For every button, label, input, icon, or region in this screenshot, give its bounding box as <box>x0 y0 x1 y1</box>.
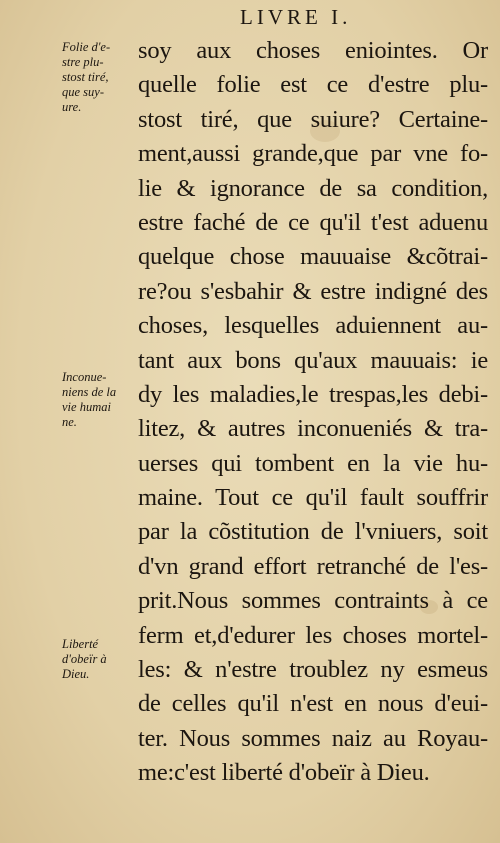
body-text <box>138 34 488 791</box>
margin-note-folie <box>62 40 140 115</box>
body-line: me:c'est liberté d'obeïr à Dieu. <box>138 759 430 787</box>
body-line: quelle folie est ce d'estre plu- <box>138 71 488 99</box>
margin-note-liberte <box>62 637 140 682</box>
body-line: ferm et,d'edurer les choses mortel- <box>138 621 488 649</box>
body-line: lie & ignorance de sa condition, <box>138 174 488 202</box>
margin-note-line: ne. <box>62 415 77 429</box>
body-line: de celles qu'il n'est en nous d'eui- <box>138 690 488 718</box>
body-line: litez, & autres inconueniés & tra- <box>138 415 488 443</box>
body-line: soy aux choses eniointes. Or <box>138 37 488 64</box>
margin-note-line: niens de la <box>62 385 117 399</box>
body-line: quelque chose mauuaise &cõtrai- <box>138 243 488 271</box>
margin-note-line: stre plu- <box>62 55 104 69</box>
body-line: stost tiré, que suiure? Certaine- <box>138 105 488 133</box>
body-line: maine. Tout ce qu'il fault souffrir <box>138 484 488 512</box>
running-title: LIVRE I. <box>240 5 352 29</box>
body-line: d'vn grand effort retranché de l'es- <box>138 552 488 580</box>
margin-note-line: d'obeïr à <box>62 652 107 666</box>
body-line: uerses qui tombent en la vie hu- <box>138 449 488 477</box>
margin-note-line: ure. <box>62 100 82 114</box>
body-line: estre faché de ce qu'il t'est aduenu <box>138 208 488 236</box>
margin-note-line: que suy- <box>62 85 104 99</box>
body-line: les: & n'estre troublez ny esmeus <box>138 656 488 684</box>
body-line: prit.Nous sommes contraints à ce <box>138 587 488 615</box>
body-line: par la cõstitution de l'vniuers, soit <box>138 518 488 546</box>
margin-note-line: Inconue- <box>62 370 107 384</box>
margin-note-line: stost tiré, <box>62 70 109 84</box>
body-line: ment,aussi grande,que par vne fo- <box>138 140 488 168</box>
body-line: tant aux bons qu'aux mauuais: ie <box>138 346 488 374</box>
margin-note-line: Liberté <box>62 637 99 651</box>
body-line: re?ou s'esbahir & estre indigné des <box>138 277 488 305</box>
margin-note-line: Folie d'e- <box>62 40 111 54</box>
margin-note-line: Dieu. <box>62 667 90 681</box>
body-line: ter. Nous sommes naiz au Royau- <box>138 724 488 752</box>
body-line: choses, lesquelles aduiennent au- <box>138 312 488 340</box>
body-line: dy les maladies,le trespas,les debi- <box>138 380 488 408</box>
margin-note-line: vie humai <box>62 400 111 414</box>
margin-note-inconueniens <box>62 370 140 430</box>
